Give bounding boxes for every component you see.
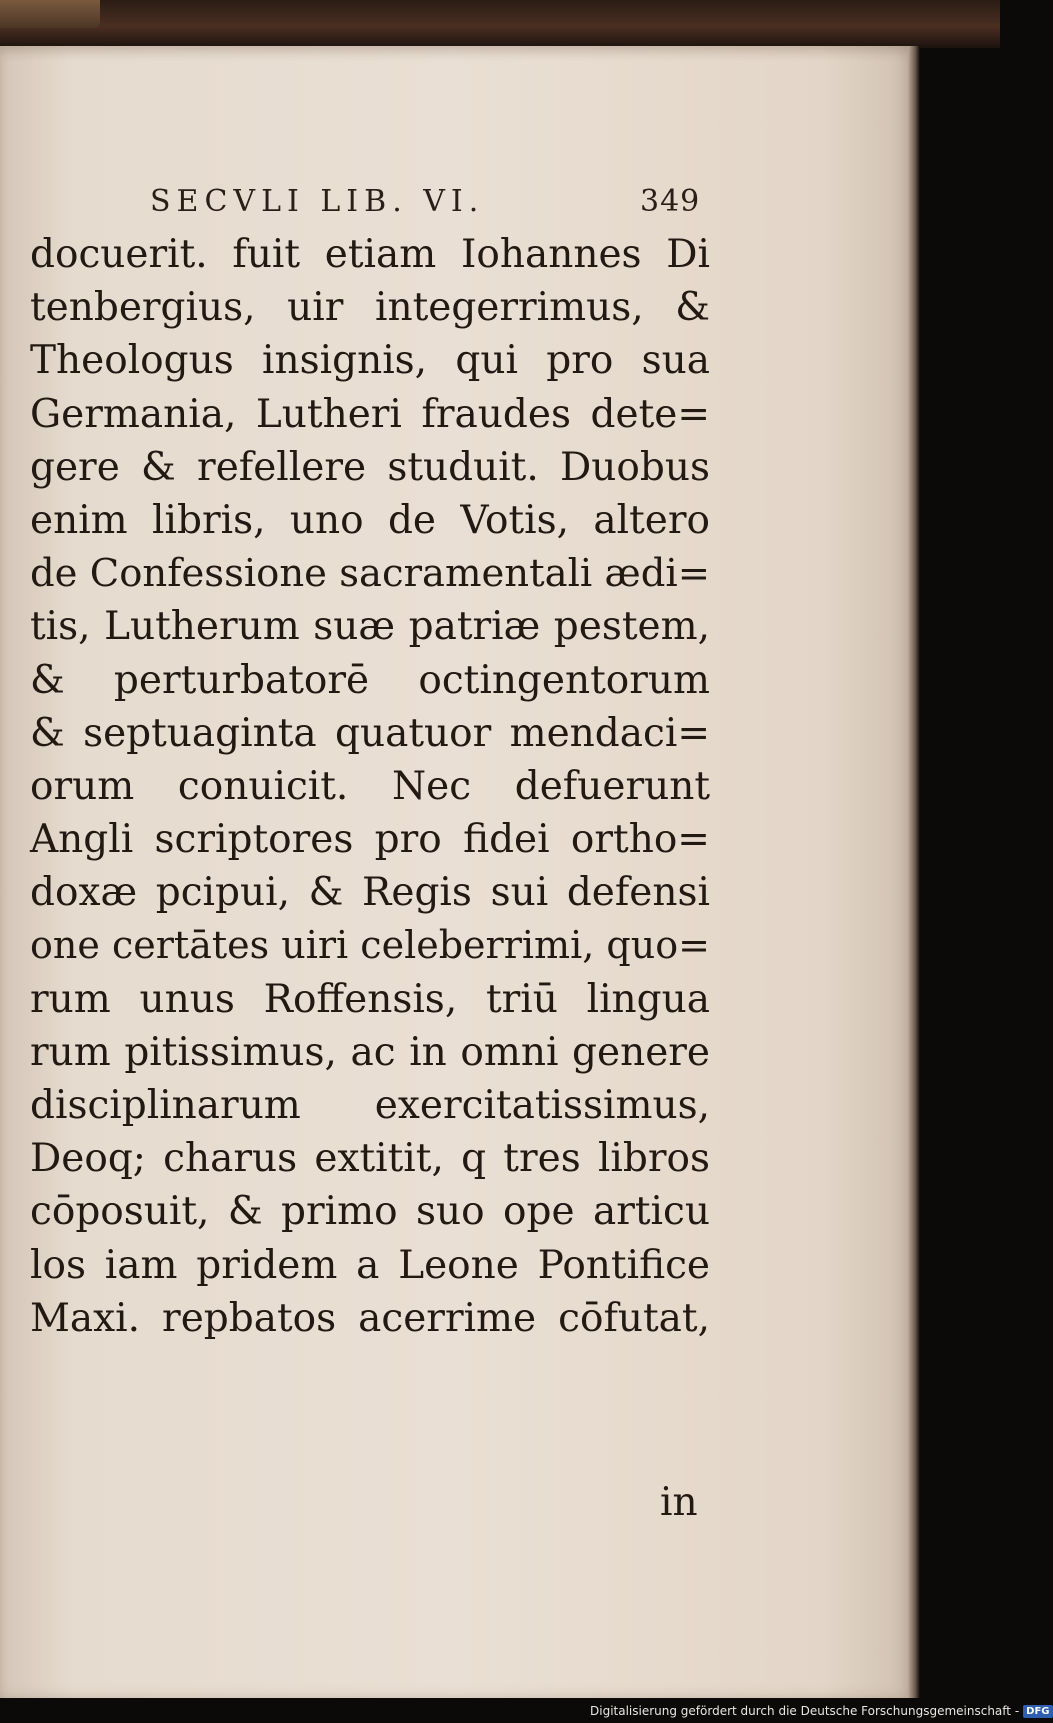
- text-line: orum conuicit. Nec defuerunt: [30, 763, 710, 809]
- page-number: 349: [640, 184, 701, 219]
- text-line: one certātes uiri celeberrimi, quo=: [30, 923, 710, 968]
- text-line: los iam pridem a Leone Pontifice: [30, 1242, 710, 1288]
- catchword: in: [660, 1480, 698, 1525]
- text-line: Maxi. repbatos acerrime cōfutat,: [30, 1295, 710, 1341]
- text-line: cōposuit, & primo suo ope articu: [30, 1189, 710, 1235]
- text-line: rum pitissimus, ac in omni genere: [30, 1029, 710, 1075]
- text-line: doxæ pcipui, & Regis sui defensi: [30, 870, 710, 916]
- running-head-title: SECVLI LIB. VI.: [150, 184, 485, 219]
- text-line: & septuaginta quatuor mendaci=: [30, 710, 710, 756]
- credit-text: Digitalisierung gefördert durch die Deutsche Forschungsgemeinschaft -: [590, 1704, 1020, 1718]
- text-line: & perturbatorē octingentorum: [30, 657, 710, 703]
- text-line: gere & refellere studuit. Duobus: [30, 444, 710, 490]
- text-line: disciplinarum exercitatissimus,: [30, 1083, 710, 1128]
- running-head: [0, 184, 913, 224]
- page-edge-shadow: [908, 46, 920, 1698]
- text-line: Deoq; charus extitit, q tres libros: [30, 1136, 710, 1182]
- digitization-credit: [590, 1702, 1053, 1720]
- text-line: docuerit. fuit etiam Iohannes Di: [30, 232, 710, 277]
- text-line: tis, Lutherum suæ patriæ pestem,: [30, 604, 710, 650]
- text-line: Theologus insignis, qui pro sua: [30, 338, 710, 384]
- text-line: Angli scriptores pro fidei ortho=: [30, 817, 710, 863]
- text-line: Germania, Lutheri fraudes dete=: [30, 391, 710, 437]
- text-line: enim libris, uno de Votis, altero: [30, 497, 710, 543]
- text-line: tenbergius, uir integerrimus, &: [30, 285, 710, 331]
- book-page: [0, 46, 913, 1698]
- dfg-logo: DFG: [1023, 1705, 1052, 1718]
- book-binding-top: [0, 0, 1000, 48]
- text-line: rum unus Roffensis, triū lingua: [30, 976, 710, 1022]
- binding-corner: [0, 0, 100, 28]
- text-line: de Confessione sacramentali ædi=: [30, 551, 710, 597]
- body-text: [30, 228, 710, 1345]
